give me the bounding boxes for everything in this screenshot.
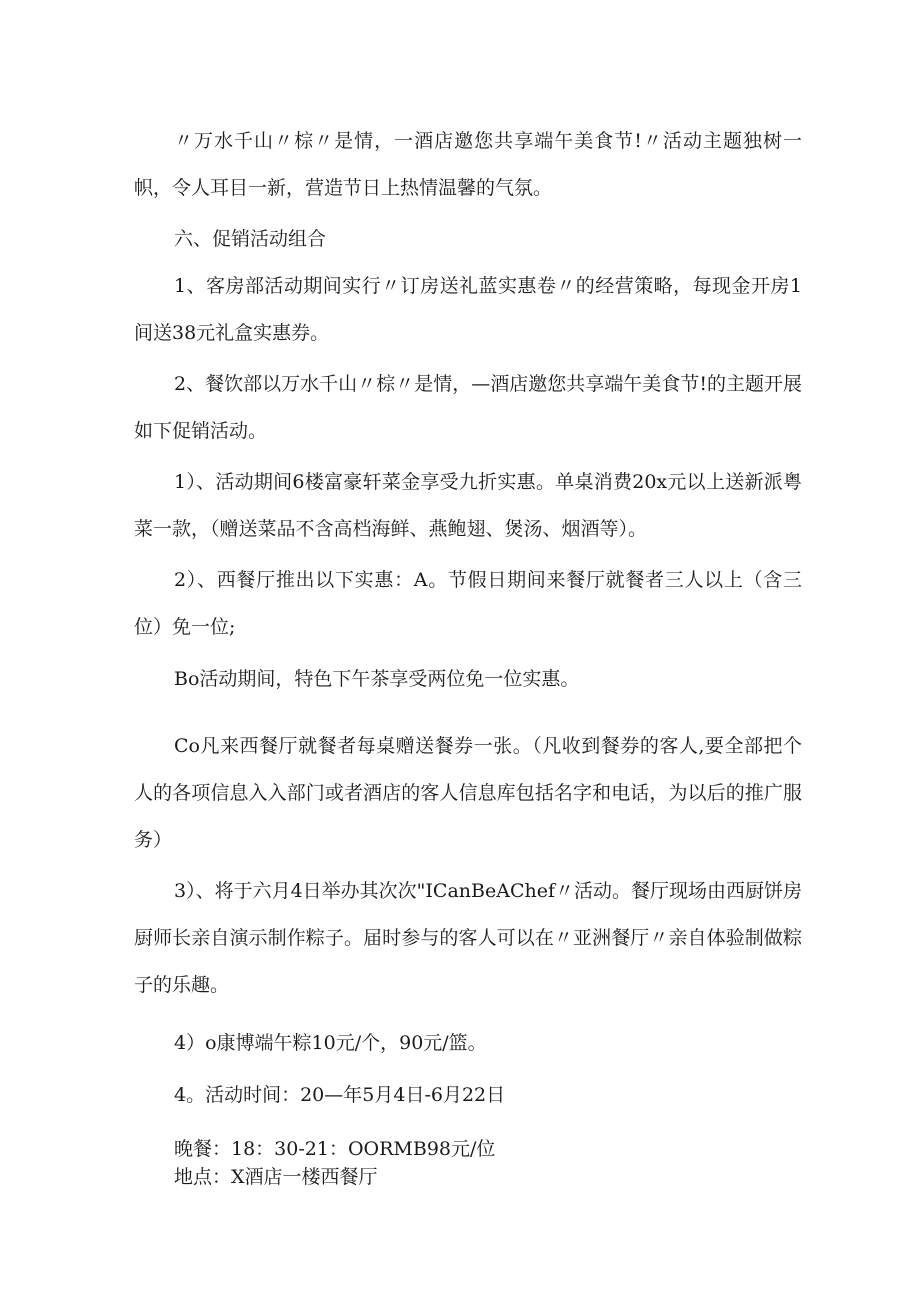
paragraph-item-c: Co凡来西餐厅就餐者每桌赠送餐券一张。（凡收到餐券的客人,要全部把个人的各项信息入入部门或者酒店的客人信息库包括名字和电话，为以后的推广服务） [134, 735, 802, 851]
paragraph-food-dept: 2、餐饮部以万水千山〃棕〃是情，—酒店邀您共享端午美食节!的主题开展如下促销活动。 [134, 373, 802, 442]
paragraph-item-2: 2）、西餐厅推出以下实惠：A。节假日期间来餐厅就餐者三人以上（含三位）免一位; [134, 569, 802, 638]
paragraph-location: 地点：X酒店一楼西餐厅 [174, 1166, 378, 1188]
paragraph-theme: 〃万水千山〃棕〃是情，一酒店邀您共享端午美食节!〃活动主题独树一帜，令人耳目一新，营造节日上热情温馨的气氛。 [134, 130, 802, 199]
paragraph-item-b: Bo活动期间，特色下午茶享受两位免一位实惠。 [174, 668, 580, 690]
paragraph-dinner: 晚餐：18：30-21：OORMB98元/位 [174, 1138, 496, 1160]
paragraph-item-1: 1）、活动期间6楼富豪轩菜金享受九折实惠。单桌消费20x元以上送新派粤菜一款，（赠送菜品不含高档海鲜、燕鲍翅、煲汤、烟酒等）。 [134, 471, 802, 540]
section-heading-promotion: 六、促销活动组合 [174, 228, 327, 250]
paragraph-item-3: 3）、将于六月4日举办其次次"ICanBeAChef〃活动。餐厅现场由西厨饼房厨师长亲自演示制作粽子。届时参与的客人可以在〃亚洲餐厅〃亲自体验制做粽子的乐趣。 [134, 880, 803, 996]
paragraph-item-4: 4）o康博端午粽10元/个，90元/篮。 [174, 1032, 487, 1054]
paragraph-event-time: 4。活动时间：20—年5月4日-6月22日 [174, 1084, 506, 1106]
paragraph-room-dept: 1、客房部活动期间实行〃订房送礼蓝实惠卷〃的经营策略，每现金开房1间送38元礼盒实惠券。 [134, 275, 802, 344]
